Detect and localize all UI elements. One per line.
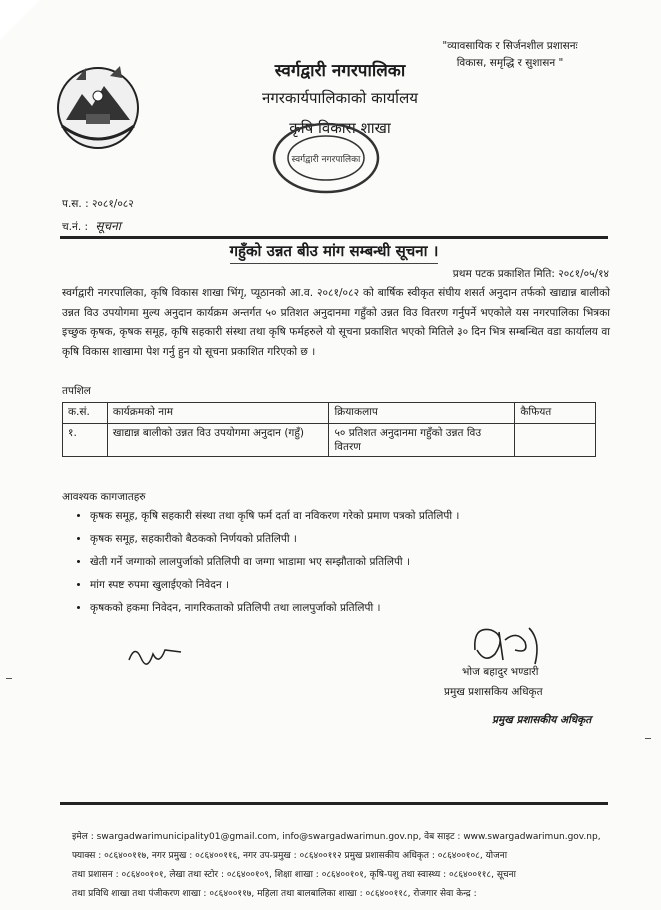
footer (72, 828, 628, 904)
cell-remarks (515, 424, 596, 457)
list-item: • मांग स्पष्ट रुपमा खुलाईएको निवेदन । (90, 574, 459, 597)
header-program: कार्यक्रमको नाम (107, 403, 329, 424)
header-remarks: कैफियत (515, 403, 596, 424)
publish-date: प्रथम पटक प्रकाशित मिति: २०८१/०५/१४ (452, 268, 609, 280)
nepal-emblem-icon (52, 60, 144, 156)
margin-mark (6, 678, 12, 679)
list-item: • खेती गर्ने जग्गाको लालपुर्जाको प्रतिलिपी वा जग्गा भाडामा भए सम्झौताको प्रतिलिपी । (90, 551, 459, 574)
initials-signature-icon (125, 640, 185, 670)
branch-name: कृषि विकास शाखा (289, 119, 391, 137)
header-sn: क.सं. (63, 403, 108, 424)
officer-signature-icon (455, 620, 565, 670)
office-name: नगरकार्यपालिकाको कार्यालय (262, 89, 418, 107)
ps-label: प.स. : (62, 198, 92, 210)
cn-value: सूचना (95, 219, 121, 233)
notice-body: स्वर्गद्वारी नगरपालिका, कृषि विकास शाखा भिंगृ, प्यूठानको आ.व. २०८१/०८२ को बार्षिक स्वीकृत संघीय शसर्त अनुदान तर्फको खाद्यान्न बालीको उन्नत विउ उपयोगमा मुल्य अनुदान कार्यक्रम अन्तर्गत ५० प्रतिशत अनुदानमा गहुँको उन्नत विउ वितरण गर्नुपर्ने भएकोले यस नगरपालिका भित्रका इच्छुक कृषक, कृषक समूह, कृषि सहकारी संस्था तथा कृषि फर्महरुले यो सूचना प्रकाशित भएको मितिले ३० दिन भित्र सम्बन्धित वडा कार्यालय वा कृषि विकास शाखामा पेश गर्नु हुन यो सूचना प्रकाशित गरिएको छ । (62, 287, 610, 358)
footer-line-4: तथा प्रविधि शाखा तथा पंजीकरण शाखा : ०८६४००११७, महिला तथा बालबालिका शाखा : ०८६४००११८, रोजगार सेवा केन्द्र : (72, 889, 477, 899)
ps-value: २०८१/०८२ (91, 198, 134, 210)
details-table (62, 402, 596, 457)
motto-line-2: विकास, समृद्धि र सुशासन " (456, 57, 564, 69)
cell-program: खाद्यान्न बालीको उन्नत विउ उपयोगमा अनुदान (गहुँ) (107, 424, 329, 457)
footer-line-1 (72, 828, 628, 847)
bottom-divider (60, 802, 608, 805)
email-label: इमेल : (72, 832, 97, 842)
website-link[interactable]: www.swargadwarimun.gov.np, (463, 832, 601, 842)
notice-title-text: गहुँको उन्नत बीउ मांग सम्बन्धी सूचना । (229, 242, 439, 260)
office-stamp-icon (268, 118, 384, 198)
table-header-row (63, 403, 596, 424)
required-docs-heading: आवश्यक कागजातहरु (62, 491, 146, 503)
motto-line-1: "व्यावसायिक र सिर्जनशील प्रशासनः (442, 40, 578, 52)
email-link-1[interactable]: swargadwarimunicipality01@gmail.com, (96, 832, 280, 842)
list-item: • कृषकको हकमा निवेदन, नागरिकताको प्रतिलिपी तथा लालपुर्जाको प्रतिलिपी । (90, 597, 459, 620)
reference-cn (62, 217, 121, 234)
signatory-name: भोज बहादुर भण्डारी (462, 666, 539, 678)
signatory-stamp: प्रमुख प्रशासकीय अधिकृत (492, 714, 592, 726)
reference-ps (62, 197, 134, 211)
table-row (63, 424, 596, 457)
footer-line-3: तथा प्रशासन : ०८६४००१०१, लेखा तथा स्टोर : ०८६४००१०९, शिक्षा शाखा : ०८६४००१०१, कृषि-पशु तथा स्वास्थ्य : ०८६४००११८, सूचना (72, 870, 516, 880)
cell-activity: ५० प्रतिशत अनुदानमा गहुँको उन्नत विउ वितरण (329, 424, 515, 457)
folded-corner (0, 0, 40, 40)
notice-title (60, 241, 608, 261)
municipality-name: स्वर्गद्वारी नगरपालिका (274, 61, 406, 81)
header-activity: क्रियाकलाप (329, 403, 515, 424)
footer-line-2: फ्याक्स : ०८६४००११७, नगर प्रमुख : ०८६४००११६, नगर उप-प्रमुख : ०८६४००११२ प्रमुख प्रशासकीय अधिकृत : ०८६४००१०८, योजना (72, 851, 508, 861)
title-underline (230, 263, 438, 264)
margin-mark (645, 738, 651, 739)
table-label: तपशिल (62, 385, 91, 397)
list-item: • कृषक समूह, कृषि सहकारी संस्था तथा कृषि फर्म दर्ता वा नविकरण गरेको प्रमाण पत्रको प्रतिलिपी । (90, 505, 459, 528)
list-item: • कृषक समूह, सहकारीको बैठकको निर्णयको प्रतिलिपी । (90, 528, 459, 551)
web-label: वेब साइट : (421, 832, 464, 842)
cell-sn: १. (63, 424, 108, 457)
cn-label: च.नं. : (62, 221, 92, 233)
required-docs-list (62, 505, 459, 620)
email-link-2[interactable]: info@swargadwarimun.gov.np, (282, 832, 422, 842)
top-divider (60, 236, 608, 239)
stamp-text: स्वर्गद्वारी नगरपालिका (291, 155, 361, 165)
signatory-title: प्रमुख प्रशासकिय अधिकृत (444, 686, 543, 698)
